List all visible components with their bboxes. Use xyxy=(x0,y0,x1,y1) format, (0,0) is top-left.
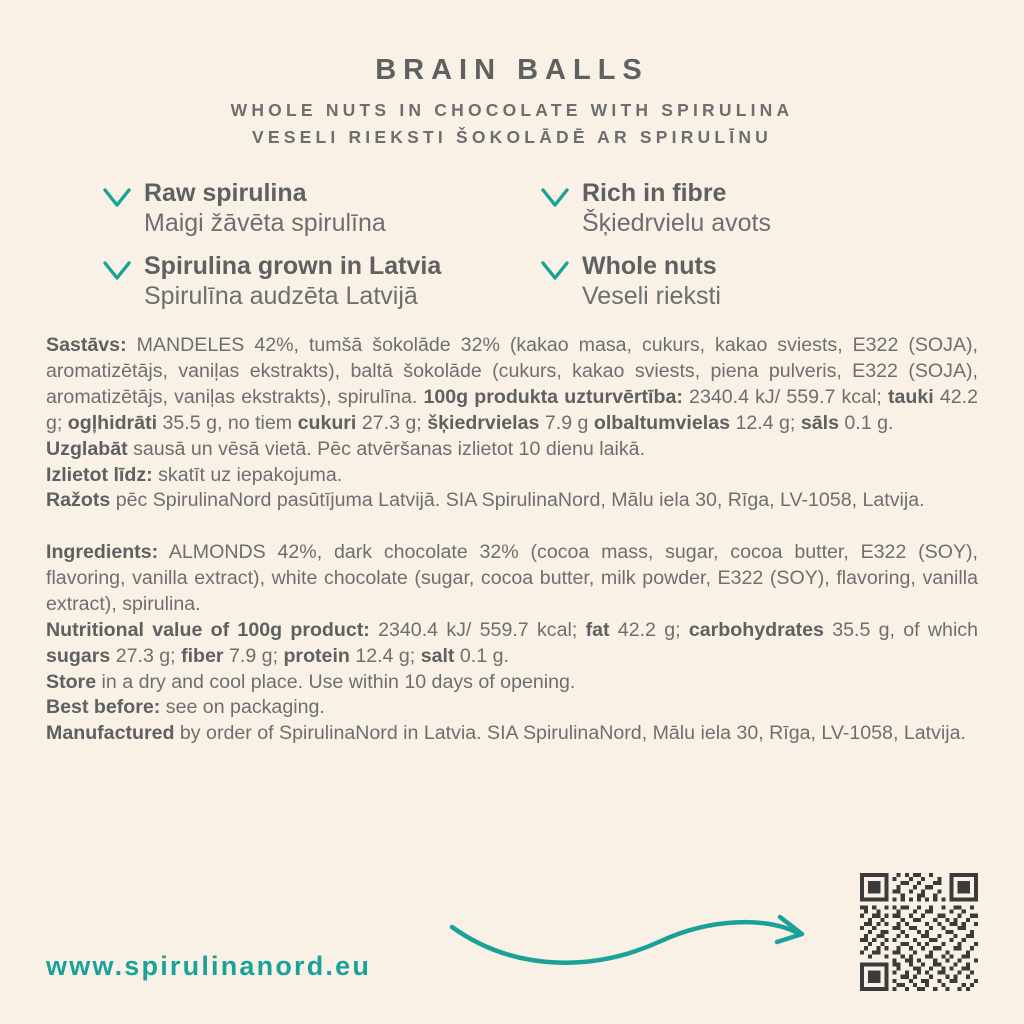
english-protein-value: 12.4 g; xyxy=(349,644,421,667)
latvian-salt-label: sāls xyxy=(800,411,839,434)
english-fat-label: fat xyxy=(585,618,610,641)
latvian-fiber-label: šķiedrvielas xyxy=(427,411,540,434)
latvian-salt-value: 0.1 g. xyxy=(838,411,894,434)
chevron-down-icon xyxy=(540,260,570,282)
latvian-manufactured-text: pēc SpirulinaNord pasūtījuma Latvijā. SIA SpirulinaNord, Mālu iela 30, Rīga, LV-1058, Latvija. xyxy=(110,489,925,512)
english-fiber-label: fiber xyxy=(181,644,224,667)
feature-list xyxy=(46,179,978,311)
latvian-carbs-label: ogļhidrāti xyxy=(67,411,158,434)
latvian-manufactured-label: Ražots xyxy=(46,489,111,512)
latvian-store-paragraph xyxy=(46,437,978,463)
latvian-nutrition-label: 100g produkta uzturvērtība: xyxy=(423,385,683,408)
qr-code[interactable] xyxy=(860,873,978,996)
website-link[interactable]: www.spirulinanord.eu xyxy=(46,951,372,981)
feature-label-en: Rich in fibre xyxy=(582,179,727,208)
english-bestbefore-label: Best before: xyxy=(46,696,161,719)
english-fiber-value: 7.9 g; xyxy=(223,644,284,667)
english-salt-label: salt xyxy=(420,644,455,667)
feature-label-lv: Maigi žāvēta spirulīna xyxy=(144,208,386,237)
feature-item-spirulina-grown-in-latvia xyxy=(102,252,530,311)
english-protein-label: protein xyxy=(283,644,350,667)
english-bestbefore-paragraph xyxy=(46,695,978,721)
english-ingredients-label: Ingredients: xyxy=(46,541,159,564)
latvian-fiber-value: 7.9 g xyxy=(539,411,594,434)
english-store-label: Store xyxy=(46,670,97,693)
latvian-protein-label: olbaltumvielas xyxy=(593,411,731,434)
english-store-text: in a dry and cool place. Use within 10 days of opening. xyxy=(96,670,576,693)
latvian-manufactured-paragraph xyxy=(46,488,978,514)
latvian-ingredients-text: MANDELES 42%, tumšā šokolāde 32% (kakao masa, cukurs, kakao sviests, E322 (SOJA), aromatizētājs, vaniļas ekstrakts), baltā šokolāde (cukurs, kakao sviests, piena pulveris, E322 (SOJA), aromatizētājs, vaniļas ekstrakts), spirulīna. xyxy=(46,334,978,408)
curved-arrow-icon xyxy=(446,913,826,978)
english-store-paragraph xyxy=(46,670,978,696)
english-sugars-label: sugars xyxy=(46,644,111,667)
chevron-down-icon xyxy=(102,187,132,209)
english-ingredients-paragraph xyxy=(46,540,978,618)
latvian-bestbefore-label: Izlietot līdz: xyxy=(46,463,153,486)
latvian-ingredients-paragraph xyxy=(46,333,978,436)
english-manufactured-paragraph xyxy=(46,721,978,747)
latvian-protein-value: 12.4 g; xyxy=(730,411,801,434)
english-ingredients-text: ALMONDS 42%, dark chocolate 32% (cocoa mass, sugar, cocoa butter, E322 (SOY), flavoring, vanilla extract), white chocolate (sugar, cocoa butter, milk powder, E322 (SOY), flavoring, vanilla extract), spirulina. xyxy=(46,541,978,615)
feature-label-lv: Veseli rieksti xyxy=(582,281,721,310)
english-manufactured-text: by order of SpirulinaNord in Latvia. SIA SpirulinaNord, Mālu iela 30, Rīga, LV-1058, Latvija. xyxy=(174,722,966,745)
latvian-store-text: sausā un vēsā vietā. Pēc atvēršanas izlietot 10 dienu laikā. xyxy=(127,437,646,460)
latvian-fat-label: tauki xyxy=(887,385,934,408)
footer xyxy=(46,876,978,996)
feature-label-lv: Šķiedrvielu avots xyxy=(582,208,771,237)
english-salt-value: 0.1 g. xyxy=(454,644,509,667)
feature-label-en: Spirulina grown in Latvia xyxy=(144,252,442,281)
latvian-bestbefore-text: skatīt uz iepakojuma. xyxy=(152,463,343,486)
english-fat-value: 42.2 g; xyxy=(609,618,689,641)
latvian-store-label: Uzglabāt xyxy=(46,437,128,460)
latvian-nutrition-energy: 2340.4 kJ/ 559.7 kcal; xyxy=(682,385,888,408)
english-carbs-label: carbohydrates xyxy=(688,618,824,641)
latvian-info-block xyxy=(46,333,978,514)
english-bestbefore-text: see on packaging. xyxy=(160,696,325,719)
english-nutrition-paragraph xyxy=(46,618,978,670)
feature-item-rich-in-fibre xyxy=(540,179,968,238)
subtitle-en: WHOLE NUTS IN CHOCOLATE WITH SPIRULINA xyxy=(230,100,794,120)
feature-label-lv: Spirulīna audzēta Latvijā xyxy=(144,281,418,310)
feature-item-whole-nuts xyxy=(540,252,968,311)
english-carbs-value: 35.5 g, of which xyxy=(823,618,978,641)
latvian-carbs-value: 35.5 g, no tiem xyxy=(157,411,298,434)
latvian-sugars-label: cukuri xyxy=(297,411,357,434)
latvian-sugars-value: 27.3 g; xyxy=(356,411,428,434)
feature-label-en: Whole nuts xyxy=(582,252,717,281)
latvian-fat-value: 42.2 g; xyxy=(46,385,978,434)
english-info-block xyxy=(46,540,978,747)
feature-item-raw-spirulina xyxy=(102,179,530,238)
latvian-ingredients-label: Sastāvs: xyxy=(46,334,127,357)
english-nutrition-label: Nutritional value of 100g product: xyxy=(46,618,370,641)
page-title: BRAIN BALLS xyxy=(375,54,649,86)
english-nutrition-energy: 2340.4 kJ/ 559.7 kcal; xyxy=(369,618,586,641)
english-sugars-value: 27.3 g; xyxy=(110,644,182,667)
subtitle-lv: VESELI RIEKSTI ŠOKOLĀDĒ AR SPIRULĪNU xyxy=(251,127,773,148)
english-manufactured-label: Manufactured xyxy=(46,722,175,745)
latvian-bestbefore-paragraph xyxy=(46,463,978,489)
chevron-down-icon xyxy=(540,187,570,209)
chevron-down-icon xyxy=(102,260,132,282)
feature-label-en: Raw spirulina xyxy=(144,179,307,208)
